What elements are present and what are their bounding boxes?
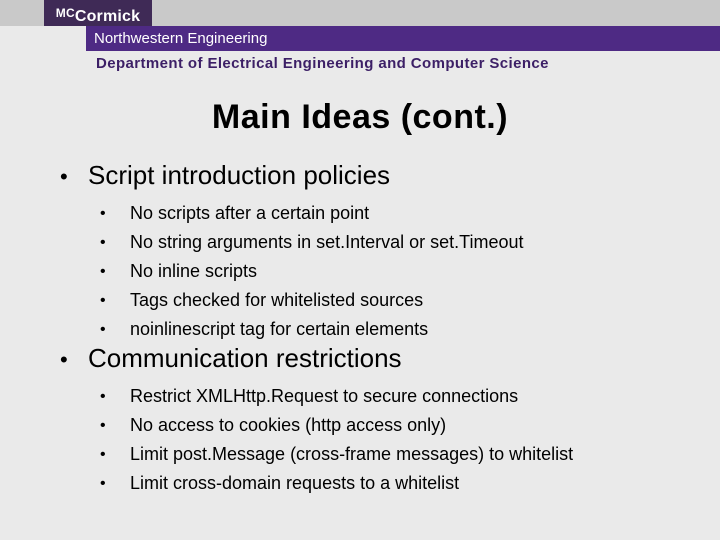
section-heading: [60, 343, 573, 374]
list-item: • Restrict XMLHttp.Request to secure connections: [60, 382, 573, 411]
mccormick-logo: $^{MC}$Cormick: [44, 0, 152, 26]
bullet-icon: •: [100, 320, 106, 338]
list-item: • noinlinescript tag for certain elements: [60, 315, 524, 344]
bullet-icon: •: [100, 291, 106, 309]
bullet-icon: •: [100, 387, 106, 405]
school-name: Northwestern Engineering: [94, 30, 268, 47]
department-name: Department of Electrical Engineering and Computer Science: [96, 55, 549, 72]
bullet-list: [60, 382, 573, 498]
slide-title: Main Ideas (cont.): [211, 98, 509, 136]
bullet-icon: •: [100, 416, 106, 434]
bullet-list: [60, 199, 524, 344]
list-item: • No inline scripts: [60, 257, 524, 286]
bullet-icon: •: [100, 474, 106, 492]
section-heading-text: Communication restrictions: [88, 343, 402, 373]
list-item: • Limit post.Message (cross-frame messages) to whitelist: [60, 440, 573, 469]
bullet-icon: •: [60, 347, 68, 372]
section-communication: [60, 343, 573, 498]
section-heading: [60, 160, 524, 191]
bullet-icon: •: [100, 204, 106, 222]
list-item: • No scripts after a certain point: [60, 199, 524, 228]
list-item: • Limit cross-domain requests to a whitelist: [60, 469, 573, 498]
bullet-icon: •: [100, 233, 106, 251]
list-item: • Tags checked for whitelisted sources: [60, 286, 524, 315]
bullet-icon: •: [60, 164, 68, 189]
section-heading-text: Script introduction policies: [88, 160, 391, 190]
bullet-icon: •: [100, 262, 106, 280]
section-script-policies: [60, 160, 524, 344]
list-item: • No string arguments in set.Interval or set.Timeout: [60, 228, 524, 257]
bullet-icon: •: [100, 445, 106, 463]
school-banner: [86, 26, 720, 51]
list-item: • No access to cookies (http access only): [60, 411, 573, 440]
